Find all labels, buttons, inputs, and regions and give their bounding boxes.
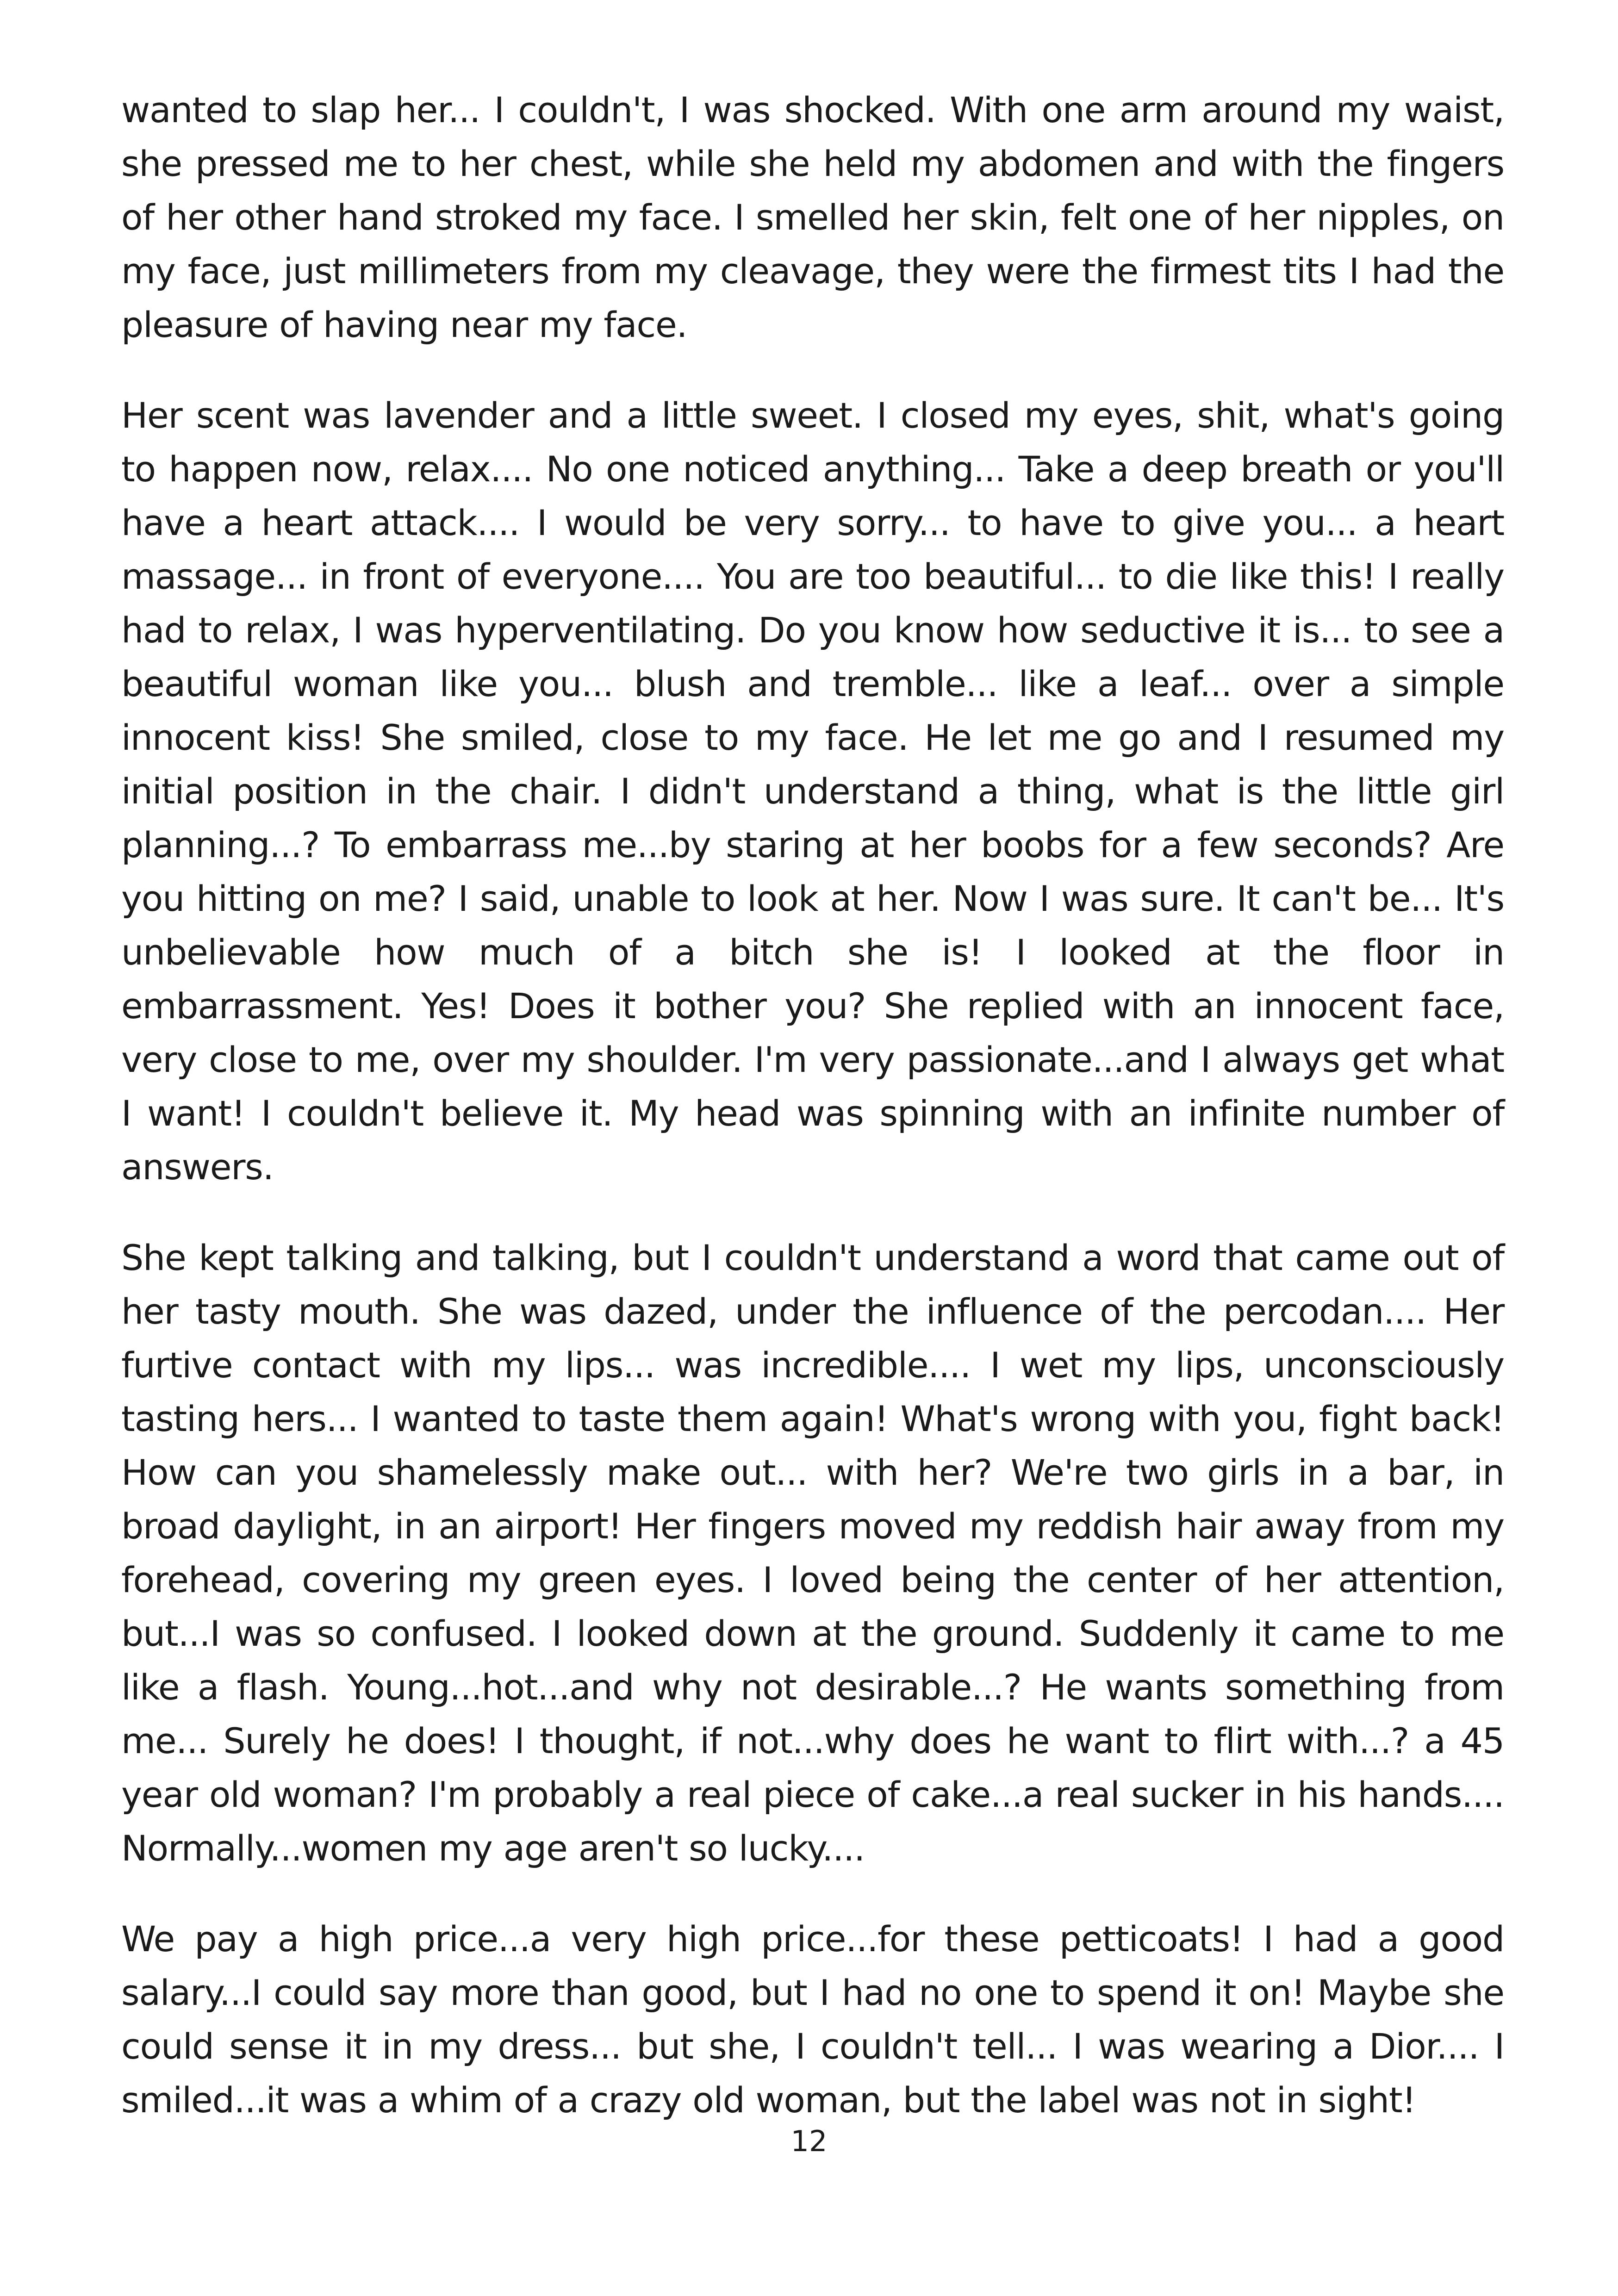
paragraph-2: Her scent was lavender and a little sweet. I closed my eyes, shit, what's going to happen now, relax.... No one noticed anything... Take a deep breath or you'll have a heart attack.... I would be very sorry... to have to give you... a heart massage... in front of everyone.... You are too beautiful... to die like this! I really had to relax, I was hyperventilating. Do you know how seductive it is... to see a beautiful woman like you... blush and tremble... like a leaf... over a simple innocent kiss! She smiled, close to my face. He let me go and I resumed my initial position in the chair. I didn't understand a thing, what is the little girl planning...? To embarrass me...by staring at her boobs for a few seconds? Are you hitting on me? I said, unable to look at her. Now I was sure. It can't be... It's unbelievable how much of a bitch she is! I looked at the floor in embarrassment. Yes! Does it bother you? She replied with an innocent face, very close to me, over my shoulder. I'm very passionate...and I always get what I want! I couldn't believe it. My head was spinning with an infinite number of answers. <box>121 395 1504 1188</box>
page-number: 12 <box>790 2124 828 2158</box>
paragraph-3: She kept talking and talking, but I couldn't understand a word that came out of her tasty mouth. She was dazed, under the influence of the percodan.... Her furtive contact with my lips... was incredible.... I wet my lips, unconsciously tasting hers... I wanted to taste them again! What's wrong with you, fight back! How can you shamelessly make out... with her? We're two girls in a bar, in broad daylight, in an airport! Her fingers moved my reddish hair away from my forehead, covering my green eyes. I loved being the center of her attention, but...I was so confused. I looked down at the ground. Suddenly it came to me like a flash. Young...hot...and why not desirable...? He wants something from me... Surely he does! I thought, if not...why does he want to flirt with...? a 45 year old woman? I'm probably a real piece of cake...a real sucker in his hands.... Normally...women my age aren't so lucky.... <box>121 1237 1504 1869</box>
paragraph-1: wanted to slap her... I couldn't, I was shocked. With one arm around my waist, she pressed me to her chest, while she held my abdomen and with the fingers of her other hand stroked my face. I smelled her skin, felt one of her nipples, on my face, just millimeters from my cleavage, they were the firmest tits I had the pleasure of having near my face. <box>121 89 1504 345</box>
page-body <box>121 83 1504 2164</box>
paragraph-4: We pay a high price...a very high price...for these petticoats! I had a good salary...I could say more than good, but I had no one to spend it on! Maybe she could sense it in my dress... but she, I couldn't tell... I was wearing a Dior.... I smiled...it was a whim of a crazy old woman, but the label was not in sight! <box>121 1918 1504 2121</box>
